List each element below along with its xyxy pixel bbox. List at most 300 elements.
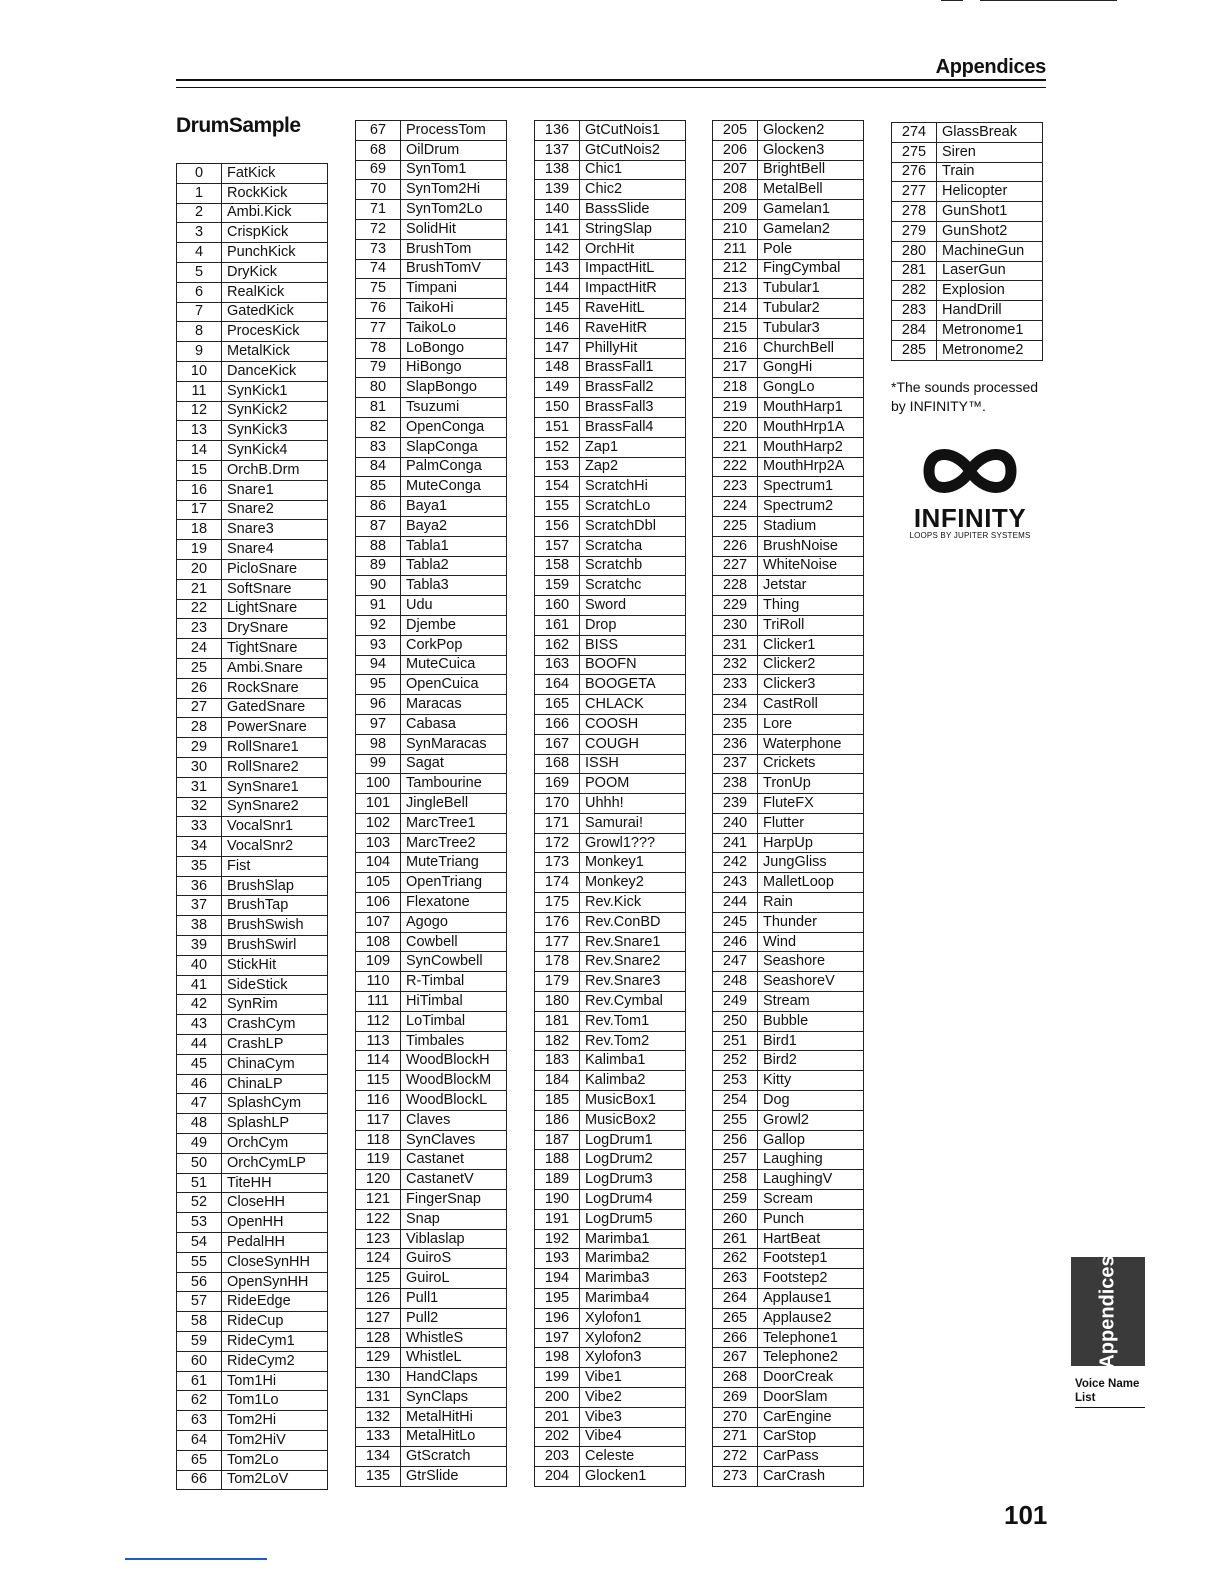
- table-row: [356, 1110, 507, 1130]
- voice-name: Drop: [580, 615, 686, 635]
- voice-name: Marimba2: [580, 1249, 686, 1269]
- table-row: [356, 516, 507, 536]
- table-row: [177, 599, 328, 619]
- table-row: [177, 460, 328, 480]
- voice-number: 39: [177, 936, 222, 956]
- voice-number: 134: [356, 1447, 401, 1467]
- table-row: [892, 221, 1043, 241]
- voice-number: 105: [356, 873, 401, 893]
- voice-number: 147: [535, 338, 580, 358]
- voice-name: GongLo: [758, 378, 864, 398]
- table-row: [535, 695, 686, 715]
- voice-name: LoTimbal: [401, 1011, 507, 1031]
- voice-number: 149: [535, 378, 580, 398]
- table-row: [892, 320, 1043, 340]
- table-row: [713, 358, 864, 378]
- voice-name: RideCup: [222, 1312, 328, 1332]
- table-row: [713, 160, 864, 180]
- voice-name: Tom2HiV: [222, 1431, 328, 1451]
- voice-number: 114: [356, 1051, 401, 1071]
- voice-number: 241: [713, 833, 758, 853]
- voice-name: FatKick: [222, 164, 328, 184]
- voice-number: 191: [535, 1209, 580, 1229]
- voice-number: 128: [356, 1328, 401, 1348]
- table-row: [356, 318, 507, 338]
- voice-number: 187: [535, 1130, 580, 1150]
- voice-number: 135: [356, 1467, 401, 1487]
- voice-number: 218: [713, 378, 758, 398]
- voice-name: Gallop: [758, 1130, 864, 1150]
- voice-name: GatedSnare: [222, 698, 328, 718]
- table-row: [535, 1407, 686, 1427]
- table-row: [356, 140, 507, 160]
- voice-name: Djembe: [401, 615, 507, 635]
- voice-number: 169: [535, 774, 580, 794]
- table-row: [177, 421, 328, 441]
- table-row: [356, 813, 507, 833]
- voice-name: MachineGun: [937, 241, 1043, 261]
- voice-name: ScratchHi: [580, 477, 686, 497]
- table-row: [535, 1427, 686, 1447]
- table-row: [713, 259, 864, 279]
- table-row: [177, 361, 328, 381]
- table-row: [535, 457, 686, 477]
- table-row: [177, 678, 328, 698]
- voice-number: 97: [356, 714, 401, 734]
- table-row: [535, 279, 686, 299]
- table-row: [177, 342, 328, 362]
- voice-name: CloseHH: [222, 1193, 328, 1213]
- side-tab-sublabel: Voice Name List: [1075, 1377, 1145, 1408]
- voice-name: GtCutNois2: [580, 140, 686, 160]
- voice-number: 7: [177, 302, 222, 322]
- voice-number: 272: [713, 1447, 758, 1467]
- voice-name: ImpactHitL: [580, 259, 686, 279]
- voice-number: 119: [356, 1150, 401, 1170]
- voice-name: OrchHit: [580, 239, 686, 259]
- table-row: [892, 281, 1043, 301]
- voice-name: TaikoLo: [401, 318, 507, 338]
- voice-name: BrassFall1: [580, 358, 686, 378]
- table-row: [535, 615, 686, 635]
- table-row: [177, 262, 328, 282]
- voice-number: 162: [535, 635, 580, 655]
- voice-number: 98: [356, 734, 401, 754]
- infinity-note: *The sounds processed by INFINITY™.: [891, 379, 1039, 414]
- voice-number: 211: [713, 239, 758, 259]
- voice-name: Gamelan2: [758, 219, 864, 239]
- table-row: [713, 893, 864, 913]
- voice-name: Tabla2: [401, 556, 507, 576]
- voice-name: StickHit: [222, 955, 328, 975]
- voice-number: 250: [713, 1011, 758, 1031]
- voice-name: Snare1: [222, 480, 328, 500]
- voice-name: RaveHitR: [580, 318, 686, 338]
- voice-name: FingerSnap: [401, 1190, 507, 1210]
- table-row: [535, 259, 686, 279]
- voice-number: 110: [356, 972, 401, 992]
- table-row: [177, 243, 328, 263]
- voice-name: CarPass: [758, 1447, 864, 1467]
- voice-number: 138: [535, 160, 580, 180]
- table-row: [177, 1272, 328, 1292]
- voice-name: LaughingV: [758, 1170, 864, 1190]
- logo-word: INFINITY: [913, 503, 1027, 533]
- voice-name: LogDrum2: [580, 1150, 686, 1170]
- voice-number: 236: [713, 734, 758, 754]
- table-row: [892, 202, 1043, 222]
- voice-name: MusicBox2: [580, 1110, 686, 1130]
- voice-number: 154: [535, 477, 580, 497]
- voice-name: Cowbell: [401, 932, 507, 952]
- table-row: [177, 302, 328, 322]
- table-row: [713, 873, 864, 893]
- table-row: [713, 1011, 864, 1031]
- table-row: [356, 556, 507, 576]
- voice-number: 269: [713, 1388, 758, 1408]
- voice-number: 164: [535, 675, 580, 695]
- voice-number: 95: [356, 675, 401, 695]
- voice-name: Jetstar: [758, 576, 864, 596]
- voice-name: Wind: [758, 932, 864, 952]
- voice-name: Seashore: [758, 952, 864, 972]
- voice-number: 83: [356, 437, 401, 457]
- table-row: [356, 833, 507, 853]
- voice-name: LogDrum4: [580, 1190, 686, 1210]
- voice-number: 225: [713, 516, 758, 536]
- voice-number: 123: [356, 1229, 401, 1249]
- table-row: [177, 1074, 328, 1094]
- table-row: [356, 200, 507, 220]
- voice-number: 102: [356, 813, 401, 833]
- voice-name: Footstep1: [758, 1249, 864, 1269]
- voice-number: 65: [177, 1450, 222, 1470]
- voice-name: Zap1: [580, 437, 686, 457]
- voice-name: TightSnare: [222, 639, 328, 659]
- voice-number: 25: [177, 658, 222, 678]
- voice-name: BrushSwirl: [222, 936, 328, 956]
- table-row: [177, 282, 328, 302]
- voice-name: GongHi: [758, 358, 864, 378]
- table-row: [535, 576, 686, 596]
- voice-number: 180: [535, 992, 580, 1012]
- table-row: [177, 1035, 328, 1055]
- voice-number: 204: [535, 1467, 580, 1487]
- table-row: [713, 655, 864, 675]
- voice-number: 251: [713, 1031, 758, 1051]
- table-row: [892, 301, 1043, 321]
- table-row: [535, 972, 686, 992]
- voice-number: 183: [535, 1051, 580, 1071]
- voice-name: MalletLoop: [758, 873, 864, 893]
- voice-name: ImpactHitR: [580, 279, 686, 299]
- table-row: [713, 833, 864, 853]
- voice-name: Rev.ConBD: [580, 912, 686, 932]
- table-row: [356, 1190, 507, 1210]
- voice-number: 215: [713, 318, 758, 338]
- table-row: [892, 142, 1043, 162]
- voice-number: 206: [713, 140, 758, 160]
- voice-name: Snare2: [222, 500, 328, 520]
- voice-name: JungGliss: [758, 853, 864, 873]
- table-row: [713, 1368, 864, 1388]
- voice-name: Samurai!: [580, 813, 686, 833]
- voice-number: 99: [356, 754, 401, 774]
- table-row: [535, 556, 686, 576]
- voice-name: Tom1Lo: [222, 1391, 328, 1411]
- voice-name: Clicker1: [758, 635, 864, 655]
- voice-number: 264: [713, 1289, 758, 1309]
- table-row: [713, 1229, 864, 1249]
- voice-number: 101: [356, 794, 401, 814]
- table-row: [177, 381, 328, 401]
- voice-name: GatedKick: [222, 302, 328, 322]
- table-row: [177, 223, 328, 243]
- table-row: [713, 338, 864, 358]
- voice-number: 230: [713, 615, 758, 635]
- voice-number: 278: [892, 202, 937, 222]
- voice-number: 0: [177, 164, 222, 184]
- voice-name: CastRoll: [758, 695, 864, 715]
- voice-name: WhistleL: [401, 1348, 507, 1368]
- table-row: [535, 160, 686, 180]
- table-row: [535, 239, 686, 259]
- table-row: [713, 219, 864, 239]
- voice-name: Clicker3: [758, 675, 864, 695]
- table-row: [177, 718, 328, 738]
- voice-number: 115: [356, 1071, 401, 1091]
- voice-number: 49: [177, 1134, 222, 1154]
- table-row: [535, 1229, 686, 1249]
- voice-number: 166: [535, 714, 580, 734]
- voice-name: Glocken2: [758, 121, 864, 141]
- table-row: [713, 635, 864, 655]
- table-row: [177, 639, 328, 659]
- table-row: [356, 734, 507, 754]
- voice-name: Growl1???: [580, 833, 686, 853]
- table-row: [535, 1467, 686, 1487]
- table-row: [535, 1289, 686, 1309]
- voice-name: OpenTriang: [401, 873, 507, 893]
- voice-name: Rain: [758, 893, 864, 913]
- table-row: [713, 180, 864, 200]
- table-row: [356, 1209, 507, 1229]
- voice-number: 92: [356, 615, 401, 635]
- table-row: [535, 774, 686, 794]
- table-row: [177, 1292, 328, 1312]
- table-row: [356, 1031, 507, 1051]
- voice-name: SynCowbell: [401, 952, 507, 972]
- voice-number: 268: [713, 1368, 758, 1388]
- table-row: [177, 401, 328, 421]
- voice-name: SynTom2Hi: [401, 180, 507, 200]
- voice-number: 275: [892, 142, 937, 162]
- table-row: [535, 417, 686, 437]
- voice-name: PicloSnare: [222, 559, 328, 579]
- table-row: [177, 1470, 328, 1490]
- voice-number: 131: [356, 1388, 401, 1408]
- voice-number: 193: [535, 1249, 580, 1269]
- voice-number: 117: [356, 1110, 401, 1130]
- voice-name: Tabla1: [401, 536, 507, 556]
- table-row: [177, 777, 328, 797]
- table-row: [713, 1130, 864, 1150]
- voice-number: 60: [177, 1351, 222, 1371]
- voice-name: Agogo: [401, 912, 507, 932]
- voice-name: DryKick: [222, 262, 328, 282]
- table-row: [535, 219, 686, 239]
- voice-name: BOOGETA: [580, 675, 686, 695]
- voice-name: SplashCym: [222, 1094, 328, 1114]
- voice-name: RockKick: [222, 183, 328, 203]
- voice-number: 103: [356, 833, 401, 853]
- voice-name: Maracas: [401, 695, 507, 715]
- voice-name: ScratchLo: [580, 497, 686, 517]
- voice-name: Bubble: [758, 1011, 864, 1031]
- table-row: [713, 1150, 864, 1170]
- table-row: [713, 754, 864, 774]
- voice-number: 177: [535, 932, 580, 952]
- voice-number: 38: [177, 916, 222, 936]
- table-row: [356, 695, 507, 715]
- table-row: [713, 1407, 864, 1427]
- voice-number: 112: [356, 1011, 401, 1031]
- table-row: [713, 734, 864, 754]
- voice-name: CarCrash: [758, 1467, 864, 1487]
- voice-name: Marimba4: [580, 1289, 686, 1309]
- voice-name: OrchCymLP: [222, 1153, 328, 1173]
- voice-number: 108: [356, 932, 401, 952]
- table-row: [356, 1407, 507, 1427]
- voice-number: 130: [356, 1368, 401, 1388]
- table-row: [177, 955, 328, 975]
- voice-number: 240: [713, 813, 758, 833]
- voice-name: Pull1: [401, 1289, 507, 1309]
- voice-number: 190: [535, 1190, 580, 1210]
- voice-name: WoodBlockM: [401, 1071, 507, 1091]
- voice-name: Glocken1: [580, 1467, 686, 1487]
- voice-name: Vibe4: [580, 1427, 686, 1447]
- voice-name: Pull2: [401, 1308, 507, 1328]
- voice-number: 33: [177, 817, 222, 837]
- voice-number: 93: [356, 635, 401, 655]
- table-row: [713, 1110, 864, 1130]
- voice-number: 209: [713, 200, 758, 220]
- voice-name: SlapConga: [401, 437, 507, 457]
- voice-name: Sagat: [401, 754, 507, 774]
- table-row: [713, 398, 864, 418]
- voice-number: 243: [713, 873, 758, 893]
- voice-number: 126: [356, 1289, 401, 1309]
- voice-number: 207: [713, 160, 758, 180]
- voice-name: Flutter: [758, 813, 864, 833]
- voice-number: 160: [535, 596, 580, 616]
- voice-name: Fist: [222, 856, 328, 876]
- voice-name: COOSH: [580, 714, 686, 734]
- voice-name: Rev.Cymbal: [580, 992, 686, 1012]
- table-row: [177, 441, 328, 461]
- voice-number: 100: [356, 774, 401, 794]
- table-row: [356, 992, 507, 1012]
- voice-name: Growl2: [758, 1110, 864, 1130]
- voice-number: 104: [356, 853, 401, 873]
- table-row: [356, 912, 507, 932]
- voice-number: 261: [713, 1229, 758, 1249]
- infinity-icon: [915, 438, 1025, 504]
- voice-name: Sword: [580, 596, 686, 616]
- voice-name: Viblaslap: [401, 1229, 507, 1249]
- voice-name: Scratchc: [580, 576, 686, 596]
- voice-name: SynKick2: [222, 401, 328, 421]
- table-row: [177, 480, 328, 500]
- voice-name: HarpUp: [758, 833, 864, 853]
- voice-number: 281: [892, 261, 937, 281]
- voice-number: 141: [535, 219, 580, 239]
- voice-number: 202: [535, 1427, 580, 1447]
- voice-number: 26: [177, 678, 222, 698]
- logo-subtitle: LOOPS BY JUPITER SYSTEMS: [909, 531, 1031, 540]
- voice-name: Footstep2: [758, 1269, 864, 1289]
- table-row: [535, 1150, 686, 1170]
- voice-name: WoodBlockH: [401, 1051, 507, 1071]
- voice-name: LogDrum5: [580, 1209, 686, 1229]
- voice-name: Chic1: [580, 160, 686, 180]
- voice-name: Celeste: [580, 1447, 686, 1467]
- voice-number: 231: [713, 635, 758, 655]
- voice-name: BrushNoise: [758, 536, 864, 556]
- voice-number: 79: [356, 358, 401, 378]
- table-row: [892, 182, 1043, 202]
- voice-name: PhillyHit: [580, 338, 686, 358]
- table-row: [177, 738, 328, 758]
- voice-name: Pole: [758, 239, 864, 259]
- bottom-rule: [125, 1558, 267, 1560]
- table-row: [713, 596, 864, 616]
- table-row: [535, 833, 686, 853]
- voice-name: Snare4: [222, 540, 328, 560]
- voice-number: 227: [713, 556, 758, 576]
- table-row: [713, 1269, 864, 1289]
- voice-number: 18: [177, 520, 222, 540]
- table-row: [177, 579, 328, 599]
- voice-name: SeashoreV: [758, 972, 864, 992]
- voice-name: Baya2: [401, 516, 507, 536]
- voice-name: BrushTomV: [401, 259, 507, 279]
- table-row: [177, 1431, 328, 1451]
- table-row: [713, 992, 864, 1012]
- voice-number: 198: [535, 1348, 580, 1368]
- voice-number: 59: [177, 1332, 222, 1352]
- voice-name: R-Timbal: [401, 972, 507, 992]
- appendices-side-tab[interactable]: [1071, 1254, 1145, 1369]
- voice-name: Rev.Snare2: [580, 952, 686, 972]
- voice-name: Crickets: [758, 754, 864, 774]
- voice-number: 106: [356, 893, 401, 913]
- voice-number: 91: [356, 596, 401, 616]
- voice-name: Waterphone: [758, 734, 864, 754]
- table-row: [177, 1332, 328, 1352]
- voice-number: 242: [713, 853, 758, 873]
- voice-number: 265: [713, 1308, 758, 1328]
- table-row: [535, 1071, 686, 1091]
- voice-name: RealKick: [222, 282, 328, 302]
- table-row: [535, 1091, 686, 1111]
- voice-number: 226: [713, 536, 758, 556]
- voice-number: 172: [535, 833, 580, 853]
- voice-number: 234: [713, 695, 758, 715]
- voice-name: POOM: [580, 774, 686, 794]
- table-row: [356, 1150, 507, 1170]
